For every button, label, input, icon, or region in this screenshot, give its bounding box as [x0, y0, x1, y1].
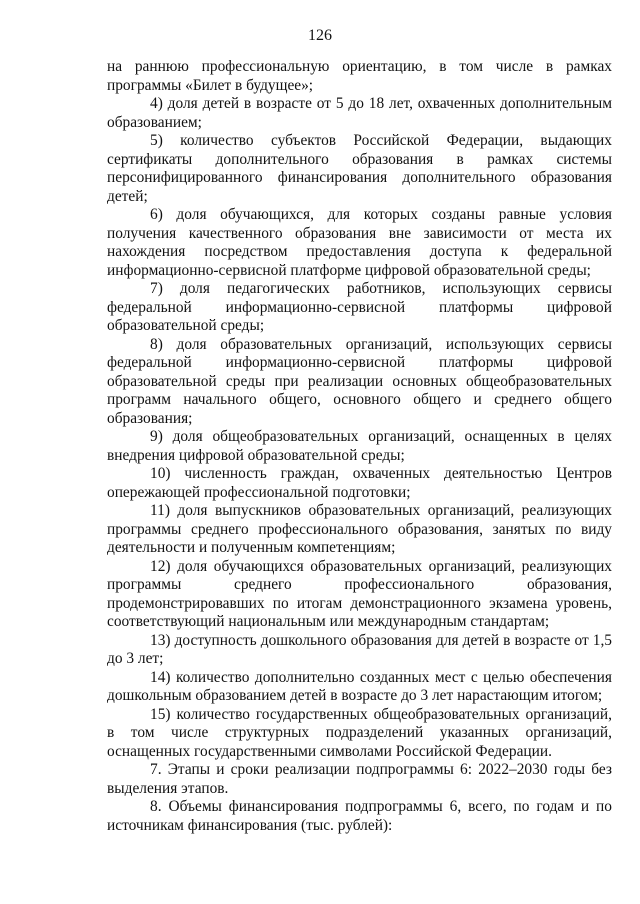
document-body: [107, 58, 612, 835]
paragraph-item-11: 11) доля выпускников образовательных организаций, реализующих программы среднего профессионального образования, занятых по виду деятельности и полученным компетенциям;: [107, 502, 612, 556]
paragraph-item-4: 4) доля детей в возрасте от 5 до 18 лет, охваченных дополнительным образованием;: [107, 95, 612, 131]
paragraph-item-10: 10) численность граждан, охваченных деятельностью Центров опережающей профессиональной подготовки;: [107, 465, 612, 501]
paragraph-item-15: 15) количество государственных общеобразовательных организаций, в том числе структурных подразделений указанных организаций, оснащенных государственными символами Российской Федерации.: [107, 705, 612, 760]
paragraph-continuation: на раннюю профессиональную ориентацию, в том числе в рамках программы «Билет в будущее»;: [107, 58, 612, 94]
paragraph-section-8: 8. Объемы финансирования подпрограммы 6, всего, по годам и по источникам финансирования (тыс. рублей):: [107, 798, 612, 834]
paragraph-item-14: 14) количество дополнительно созданных мест с целью обеспечения дошкольным образованием детей в возрасте до 3 лет нарастающим итогом;: [107, 668, 612, 704]
paragraph-item-8: 8) доля образовательных организаций, использующих сервисы федеральной информационно-сервисной платформы цифровой образовательной среды при реализации основных общеобразовательных программ начального общего, основного общего и среднего общего образования;: [107, 335, 612, 427]
paragraph-item-5: 5) количество субъектов Российской Федерации, выдающих сертификаты дополнительного образования в рамках системы персонифицированного финансирования дополнительного образования детей;: [107, 132, 612, 205]
paragraph-item-7: 7) доля педагогических работников, использующих сервисы федеральной информационно-сервисной платформы цифровой образовательной среды;: [107, 280, 612, 334]
paragraph-item-6: 6) доля обучающихся, для которых созданы равные условия получения качественного образования вне зависимости от места их нахождения посредством предоставления доступа к федеральной информационно-сервисной платформе цифровой образовательной среды;: [107, 206, 612, 279]
paragraph-item-13: 13) доступность дошкольного образования для детей в возрасте от 1,5 до 3 лет;: [107, 631, 612, 667]
paragraph-section-7: 7. Этапы и сроки реализации подпрограммы 6: 2022–2030 годы без выделения этапов.: [107, 761, 612, 797]
paragraph-item-9: 9) доля общеобразовательных организаций, оснащенных в целях внедрения цифровой образовательной среды;: [107, 428, 612, 464]
page-number: 126: [308, 27, 332, 44]
paragraph-item-12: 12) доля обучающихся образовательных организаций, реализующих программы среднего профессионального образования, продемонстрировавших по итогам демонстрационного экзамена уровень, соответствующий национальным или международным стандартам;: [107, 557, 612, 630]
